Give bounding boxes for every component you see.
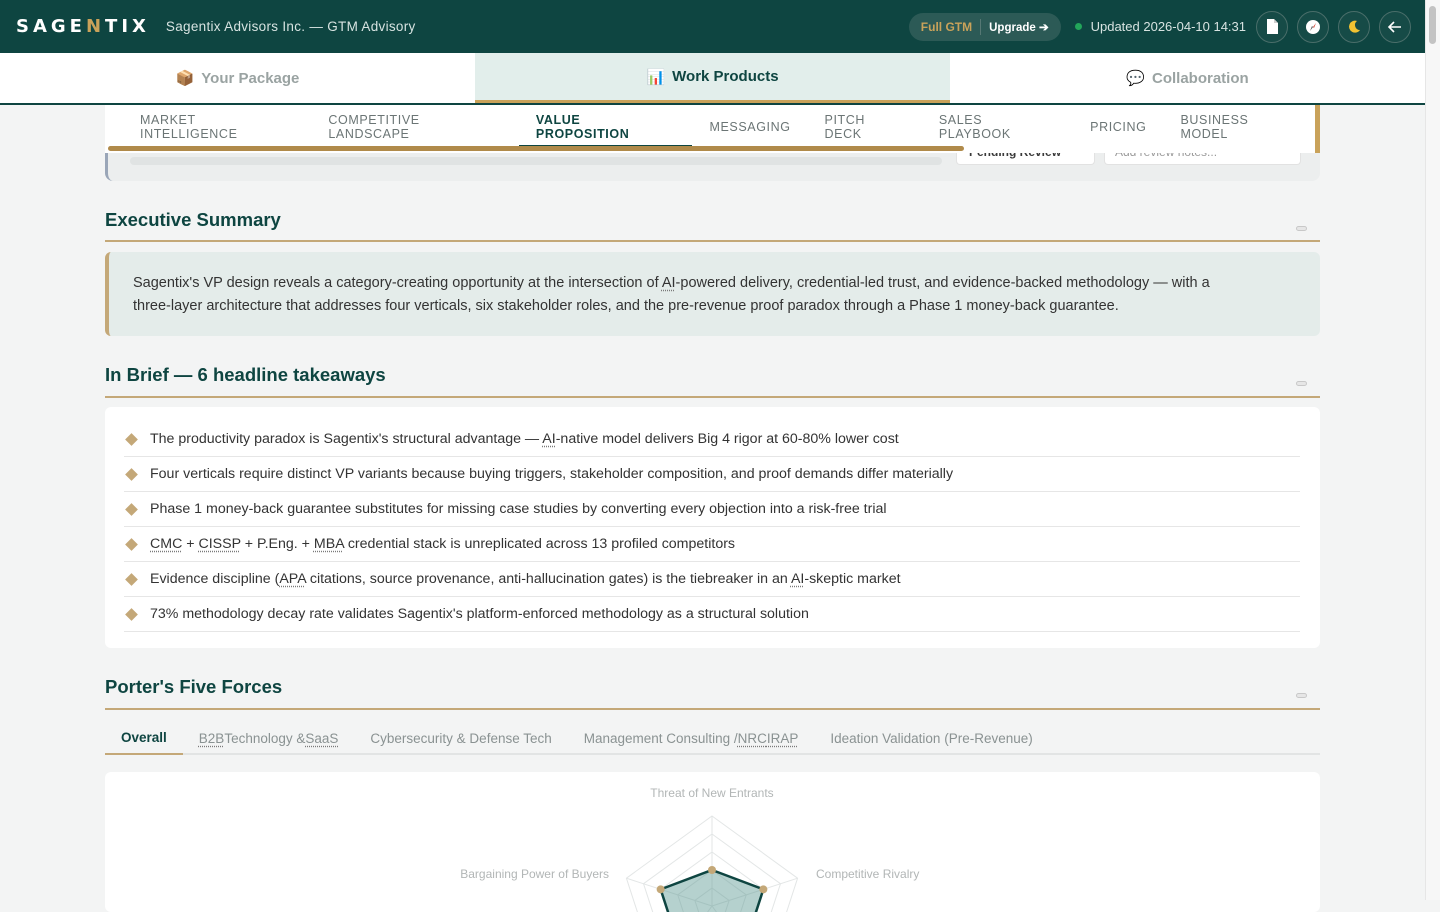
list-item-text bbox=[150, 606, 809, 622]
five-forces-radar-chart bbox=[105, 772, 1320, 912]
collapse-toggle-icon[interactable] bbox=[1296, 693, 1307, 698]
compass-icon bbox=[1305, 19, 1321, 35]
executive-summary-callout bbox=[105, 252, 1320, 336]
radar-axis-label: Threat of New Entrants bbox=[650, 786, 774, 800]
upgrade-button[interactable]: Upgrade ➔ bbox=[989, 21, 1049, 34]
back-arrow-icon bbox=[1388, 21, 1402, 33]
five-forces-chart-card bbox=[105, 772, 1320, 912]
radar-data-point bbox=[759, 885, 767, 893]
tab-label: Work Products bbox=[672, 68, 779, 85]
tab-work-products[interactable] bbox=[475, 53, 950, 103]
abbr-apa: APA bbox=[279, 571, 306, 587]
tab-collaboration[interactable] bbox=[950, 53, 1425, 103]
abbr-cissp: CISSP bbox=[198, 536, 241, 552]
text-fragment: Cybersecurity & Defense Tech bbox=[370, 731, 552, 746]
porter-tab-cybersecurity[interactable] bbox=[354, 722, 567, 755]
abbr-ai: AI bbox=[542, 431, 556, 447]
subtab-pitch-deck[interactable]: PITCH DECK bbox=[824, 113, 866, 141]
text-fragment: citations, source provenance, anti-hallucination gates) is the tiebreaker in an bbox=[305, 571, 791, 587]
subtab-pricing[interactable]: PRICING bbox=[1090, 120, 1147, 134]
scrollbar[interactable] bbox=[1425, 0, 1440, 900]
text-fragment: Technology & bbox=[224, 731, 306, 746]
tab-your-package[interactable] bbox=[0, 53, 475, 103]
back-button[interactable] bbox=[1379, 11, 1411, 43]
compass-button[interactable] bbox=[1297, 11, 1329, 43]
list-item-text bbox=[150, 501, 887, 517]
review-notes-input[interactable] bbox=[1104, 153, 1301, 165]
package-icon: 📦 bbox=[175, 70, 195, 87]
updated-timestamp: Updated 2026-04-10 14:31 bbox=[1090, 19, 1246, 34]
text-fragment: The productivity paradox is Sagentix's structural advantage — bbox=[150, 431, 543, 447]
top-right-controls bbox=[909, 0, 1411, 53]
text-fragment: -native model delivers Big 4 rigor at 60-80% lower cost bbox=[555, 431, 899, 447]
text-fragment: + bbox=[182, 536, 199, 552]
company-name: Sagentix Advisors Inc. — GTM Advisory bbox=[165, 19, 416, 34]
porter-tab-management-consulting[interactable] bbox=[568, 722, 815, 755]
subtab-value-proposition[interactable]: VALUE PROPOSITION bbox=[519, 108, 693, 146]
abbr-b2b: B2B bbox=[198, 731, 225, 746]
section-divider bbox=[105, 240, 1320, 242]
plan-pill bbox=[909, 13, 1061, 41]
collapse-toggle-icon[interactable] bbox=[1296, 226, 1307, 231]
list-item bbox=[124, 422, 1300, 457]
abbr-ai: AI bbox=[661, 275, 676, 291]
text-fragment: + P.Eng. + bbox=[240, 536, 314, 552]
sub-tabs-progress-bar bbox=[108, 146, 964, 151]
plan-label: Full GTM bbox=[921, 19, 981, 35]
text-fragment: 73% methodology decay rate validates Sagentix's platform-enforced methodology as a structural solution bbox=[150, 606, 809, 622]
diamond-bullet-icon bbox=[125, 538, 138, 551]
diamond-bullet-icon bbox=[125, 433, 138, 446]
porter-tab-overall[interactable] bbox=[105, 722, 183, 755]
summary-text: -powered delivery, credential-led trust, and evidence-backed methodology — with a bbox=[675, 275, 1210, 291]
subtab-competitive-landscape[interactable]: COMPETITIVE LANDSCAPE bbox=[328, 113, 420, 141]
main-tabs bbox=[0, 53, 1425, 105]
sub-tabs-bar bbox=[105, 105, 1320, 153]
text-fragment: Four verticals require distinct VP variants because buying triggers, stakeholder composition, and proof demands differ materially bbox=[150, 466, 954, 482]
subtab-sales-playbook[interactable]: SALES PLAYBOOK bbox=[938, 113, 1011, 141]
text-fragment: Overall bbox=[121, 730, 167, 745]
text-fragment: Evidence discipline ( bbox=[150, 571, 280, 587]
porter-tab-b2b-saas[interactable] bbox=[183, 722, 355, 755]
list-item-text bbox=[150, 536, 735, 552]
document-icon bbox=[1265, 18, 1280, 35]
porter-tab-ideation-validation[interactable] bbox=[814, 722, 1048, 755]
abbr-saas: SaaS bbox=[305, 731, 339, 746]
porter-title: Porter's Five Forces bbox=[105, 676, 283, 697]
in-brief-card bbox=[105, 407, 1320, 648]
list-item bbox=[124, 457, 1300, 492]
abbr-nrc: NRC bbox=[737, 731, 767, 746]
review-status-select[interactable] bbox=[956, 153, 1095, 165]
list-item-text bbox=[150, 571, 901, 587]
subtab-messaging[interactable]: MESSAGING bbox=[709, 120, 791, 134]
text-fragment: Management Consulting / bbox=[583, 731, 738, 746]
list-item bbox=[124, 597, 1300, 632]
summary-line-2: three-layer architecture that addresses four verticals, six stakeholder roles, and the pre-revenue proof paradox through a Phase 1 money-back guarantee. bbox=[133, 298, 1119, 314]
radar-data-point bbox=[708, 866, 716, 874]
radar-data-point bbox=[657, 885, 665, 893]
list-item bbox=[124, 562, 1300, 597]
tab-label: Your Package bbox=[201, 69, 300, 87]
moon-icon bbox=[1346, 19, 1362, 35]
text-fragment: -skeptic market bbox=[804, 571, 901, 587]
subtab-market-intelligence[interactable]: MARKET INTELLIGENCE bbox=[140, 113, 238, 141]
collapse-toggle-icon[interactable] bbox=[1296, 381, 1307, 386]
tab-label: Collaboration bbox=[1152, 69, 1249, 87]
logo-text-accent: N bbox=[85, 16, 106, 37]
list-item-text bbox=[150, 431, 899, 447]
subtab-business-model[interactable]: BUSINESS MODEL bbox=[1180, 113, 1249, 141]
dark-mode-button[interactable] bbox=[1338, 11, 1370, 43]
section-divider bbox=[105, 708, 1320, 710]
abbr-mba: MBA bbox=[313, 536, 344, 552]
section-divider bbox=[105, 396, 1320, 398]
abbr-irap: IRAP bbox=[766, 731, 799, 746]
list-item bbox=[124, 492, 1300, 527]
executive-summary-title: Executive Summary bbox=[105, 209, 281, 230]
scrollbar-thumb[interactable] bbox=[1429, 6, 1436, 44]
logo-text-suffix: TIX bbox=[105, 16, 150, 37]
speech-bubble-icon: 💬 bbox=[1126, 70, 1145, 87]
abbr-ai: AI bbox=[790, 571, 805, 587]
top-bar bbox=[0, 0, 1425, 53]
diamond-bullet-icon bbox=[125, 503, 138, 516]
diamond-bullet-icon bbox=[125, 468, 138, 481]
text-fragment: Phase 1 money-back guarantee substitutes for missing case studies by converting every objection into a risk-free trial bbox=[150, 501, 887, 517]
list-item bbox=[124, 527, 1300, 562]
review-card bbox=[105, 153, 1320, 181]
porter-tabs bbox=[105, 722, 1320, 755]
radar-axis-label: Competitive Rivalry bbox=[816, 867, 920, 881]
in-brief-title: In Brief — 6 headline takeaways bbox=[105, 364, 386, 385]
summary-line-1 bbox=[133, 272, 1296, 295]
summary-text: Sagentix's VP design reveals a category-creating opportunity at the intersection of bbox=[133, 275, 662, 291]
logo[interactable] bbox=[16, 16, 150, 37]
review-progress-track bbox=[130, 157, 942, 165]
radar-axis-label: Bargaining Power of Buyers bbox=[460, 867, 609, 881]
radar-series-area bbox=[661, 870, 764, 912]
text-fragment: Ideation Validation (Pre-Revenue) bbox=[830, 731, 1033, 746]
diamond-bullet-icon bbox=[125, 608, 138, 621]
document-button[interactable] bbox=[1256, 11, 1288, 43]
diamond-bullet-icon bbox=[125, 573, 138, 586]
logo-text-prefix: SAGE bbox=[16, 16, 86, 37]
bar-chart-icon: 📊 bbox=[646, 68, 666, 86]
abbr-cmc: CMC bbox=[150, 536, 183, 552]
text-fragment: credential stack is unreplicated across 13 profiled competitors bbox=[343, 536, 736, 552]
status-dot-icon bbox=[1075, 23, 1082, 30]
list-item-text bbox=[150, 466, 953, 482]
